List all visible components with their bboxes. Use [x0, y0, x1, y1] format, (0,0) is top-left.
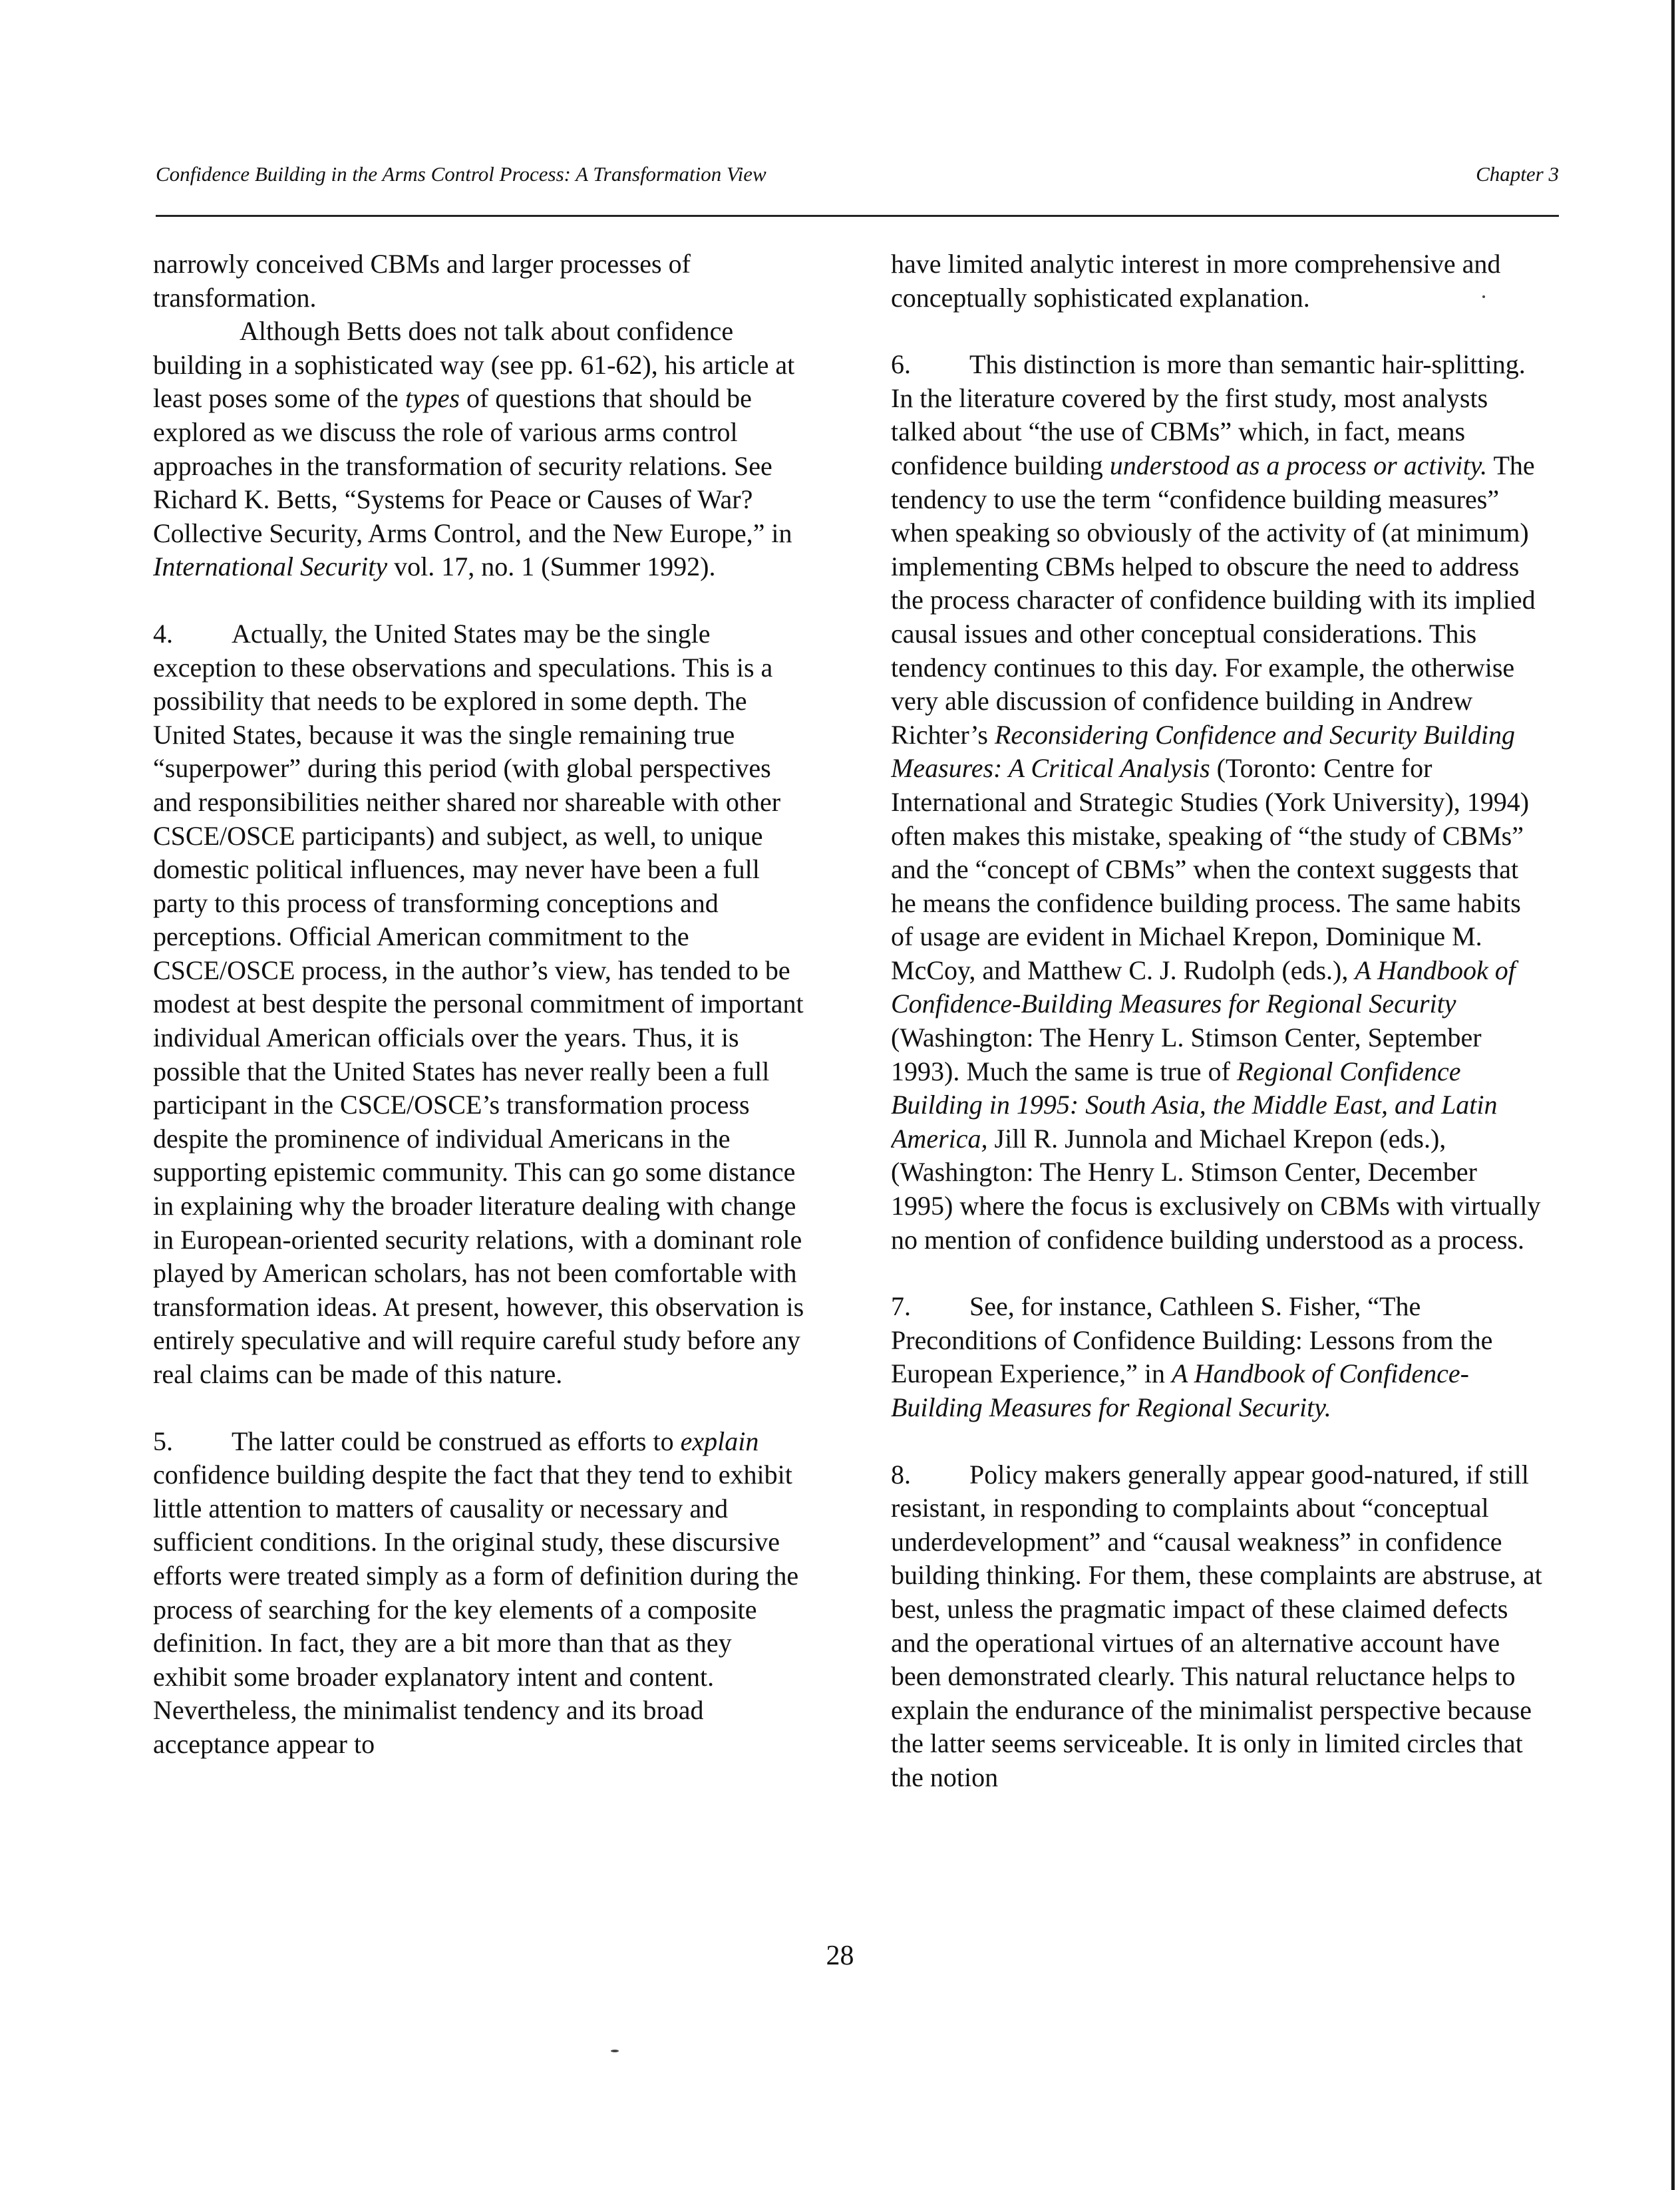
page-number: 28	[826, 1941, 854, 1971]
endnote-4: 4. Actually, the United States may be the single exception to these observations and speculations. This is a possibility that needs to be explored in some depth. The United States, because it was the single remaining true “superpower” during this period (with global perspectives and responsibilities neither shared nor shareable with other CSCE/OSCE participants) and subject, as well, to unique domestic political influences, may never have been a full party to this process of transforming conceptions and perceptions. Official American commitment to the CSCE/OSCE process, in the author’s view, has tended to be modest at best despite the personal commitment of important individual American officials over the years. Thus, it is possible that the United States has never really been a full participant in the CSCE/OSCE’s transformation process despite the prominence of individual Americans in the supporting epistemic community. This can go some distance in explaining why the broader literature dealing with change in European-oriented security relations, with a dominant role played by American scholars, has not been comfortable with transformation ideas. At present, however, this observation is entirely speculative and will require careful study before any real claims can be made of this nature.	[153, 618, 804, 1389]
endnote-number: 5.	[153, 1426, 173, 1456]
betts-paragraph: Although Betts does not talk about confidence building in a sophisticated way (see pp. 61-62), his article at least poses some of the types of questions that should be explored as we discuss the role of various arms control approaches in the transformation of security relations. See Richard K. Betts, “Systems for Peace or Causes of War? Collective Security, Arms Control, and the New Europe,” in International Security vol. 17, no. 1 (Summer 1992).	[153, 316, 795, 582]
endnote-number: 4.	[153, 618, 173, 649]
endnote-6: 6. This distinction is more than semantic hair-splitting. In the literature covered by the first study, most analysts talked about “the use of CBMs” which, in fact, means confidence building understood as a process or activity. The tendency to use the term “confidence building measures” when speaking so obviously of the activity of (at minimum) implementing CBMs helped to obscure the need to address the process character of confidence building with its implied causal issues and other conceptual considerations. This tendency continues to this day. For example, the otherwise very able discussion of confidence building in Andrew Richter’s Reconsidering Confidence and Security Building Measures: A Critical Analysis (Toronto: Centre for International and Strategic Studies (York University), 1994) often makes this mistake, speaking of “the study of CBMs” and the “concept of CBMs” when the context suggests that he means the confidence building process. The same habits of usage are evident in Michael Krepon, Dominique M. McCoy, and Matthew C. J. Rudolph (eds.), A Handbook of Confidence-Building Measures for Regional Security (Washington: The Henry L. Stimson Center, September 1993). Much the same is true of Regional Confidence Building in 1995: South Asia, the Middle East, and Latin America, Jill R. Junnola and Michael Krepon (eds.), (Washington: The Henry L. Stimson Center, December 1995) where the focus is exclusively on CBMs with virtually no mention of confidence building understood as a process.	[891, 349, 1541, 1255]
page-edge-border	[1671, 0, 1675, 2190]
scan-speck	[611, 2050, 619, 2052]
endnote-number: 7.	[891, 1291, 911, 1322]
endnote-number: 6.	[891, 349, 911, 380]
continued-paragraph: narrowly conceived CBMs and larger processes of transformation.	[153, 249, 691, 313]
continued-paragraph: have limited analytic interest in more comprehensive and conceptually sophisticated explanation.	[891, 249, 1501, 313]
endnote-5: 5. The latter could be construed as efforts to explain confidence building despite the fact that they tend to exhibit little attention to matters of causality or necessary and sufficient conditions. In the original study, these discursive efforts were treated simply as a form of definition during the process of searching for the key elements of a composite definition. In fact, they are a bit more than that as they exhibit some broader explanatory intent and content. Nevertheless, the minimalist tendency and its broad acceptance appear to	[153, 1426, 799, 1759]
header-rule	[156, 215, 1559, 217]
left-column	[153, 247, 805, 1897]
scan-speck	[1482, 295, 1485, 298]
endnote-7: 7. See, for instance, Cathleen S. Fisher, “The Preconditions of Confidence Building: Lessons from the European Experience,” in A Handbook of Confidence-Building Measures for Regional Security.	[891, 1291, 1493, 1422]
running-title: Confidence Building in the Arms Control Process: A Transformation View	[156, 162, 766, 186]
running-header	[156, 153, 1559, 200]
chapter-label: Chapter 3	[1476, 162, 1559, 186]
endnote-number: 8.	[891, 1459, 911, 1489]
right-column	[891, 247, 1543, 1897]
endnote-8: 8. Policy makers generally appear good-natured, if still resistant, in responding to complaints about “conceptual underdevelopment” and “causal weakness” in confidence building thinking. For them, these complaints are abstruse, at best, unless the pragmatic impact of these claimed defects and the operational virtues of an alternative account have been demonstrated clearly. This natural reluctance helps to explain the endurance of the minimalist perspective because the latter seems serviceable. It is only in limited circles that the notion	[891, 1459, 1542, 1792]
